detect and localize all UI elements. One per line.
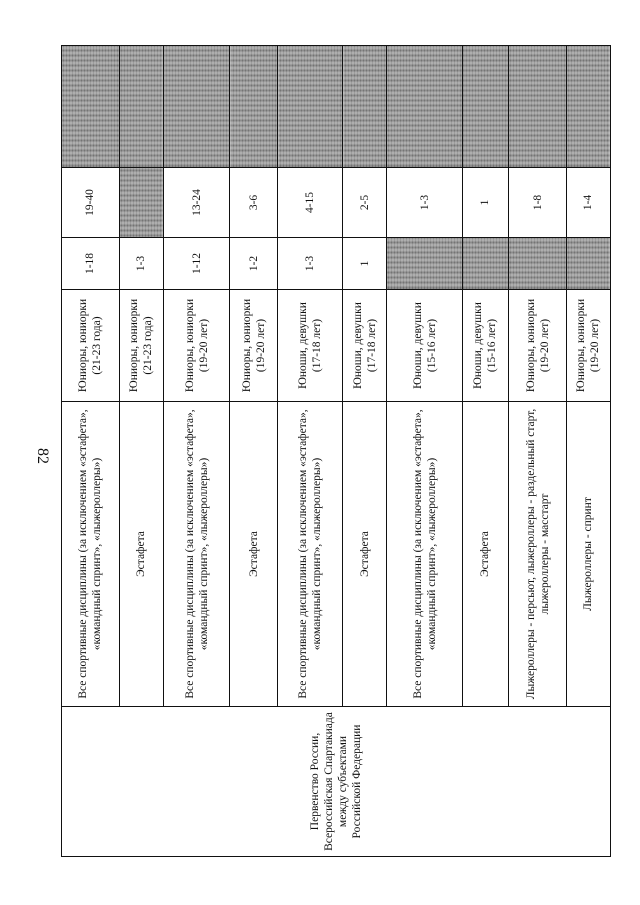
shaded-cell	[163, 46, 230, 168]
table-row	[62, 46, 120, 857]
places-range-b-cell: 1-4	[566, 168, 610, 238]
shaded-cell	[462, 46, 508, 168]
discipline-cell: Лыжероллеры - персьют, лыжероллеры - раздельный старт, лыжероллеры - масстарт	[509, 402, 567, 707]
age-group-cell: Юноши, девушки (17-18 лет)	[343, 290, 387, 402]
discipline-cell: Эстафета	[230, 402, 278, 707]
places-range-a-cell: 1-18	[62, 238, 120, 290]
discipline-cell: Эстафета	[343, 402, 387, 707]
age-group-cell: Юниоры, юниорки (21-23 года)	[62, 290, 120, 402]
shaded-cell	[387, 46, 462, 168]
discipline-cell: Все спортивные дисциплины (за исключением «эстафета», «командный спринт», «лыжероллеры»)	[278, 402, 343, 707]
places-range-a-cell	[509, 238, 567, 290]
places-range-b-cell	[119, 168, 163, 238]
places-range-b-cell: 1-3	[387, 168, 462, 238]
age-group-cell: Юниоры, юниорки (19-20 лет)	[566, 290, 610, 402]
places-range-a-cell: 1-3	[278, 238, 343, 290]
discipline-cell: Эстафета	[462, 402, 508, 707]
age-group-cell: Юноши, девушки (17-18 лет)	[278, 290, 343, 402]
shaded-cell	[343, 46, 387, 168]
age-group-cell: Юноши, девушки (15-16 лет)	[462, 290, 508, 402]
places-range-a-cell	[462, 238, 508, 290]
places-range-a-cell: 1-3	[119, 238, 163, 290]
places-range-b-cell: 3-6	[230, 168, 278, 238]
discipline-cell: Все спортивные дисциплины (за исключением «эстафета», «командный спринт», «лыжероллеры»)	[62, 402, 120, 707]
places-range-a-cell: 1	[343, 238, 387, 290]
page-number: 82	[34, 448, 51, 464]
places-range-b-cell: 19-40	[62, 168, 120, 238]
discipline-cell: Эстафета	[119, 402, 163, 707]
discipline-cell: Все спортивные дисциплины (за исключением «эстафета», «командный спринт», «лыжероллеры»)	[387, 402, 462, 707]
sports-category-table	[61, 45, 611, 857]
shaded-cell	[230, 46, 278, 168]
shaded-cell	[119, 46, 163, 168]
places-range-b-cell: 2-5	[343, 168, 387, 238]
rotated-table-wrapper	[61, 46, 611, 857]
age-group-cell: Юниоры, юниорки (21-23 года)	[119, 290, 163, 402]
places-range-a-cell	[387, 238, 462, 290]
shaded-cell	[509, 46, 567, 168]
event-cell: Первенство России, Всероссийская Спартакиада между субъектами Российской Федерации	[62, 707, 611, 857]
shaded-cell	[566, 46, 610, 168]
discipline-cell: Все спортивные дисциплины (за исключением «эстафета», «командный спринт», «лыжероллеры»)	[163, 402, 230, 707]
places-range-b-cell: 4-15	[278, 168, 343, 238]
discipline-cell: Лыжероллеры - спринт	[566, 402, 610, 707]
age-group-cell: Юниоры, юниорки (19-20 лет)	[509, 290, 567, 402]
places-range-b-cell: 1-8	[509, 168, 567, 238]
age-group-cell: Юноши, девушки (15-16 лет)	[387, 290, 462, 402]
places-range-b-cell: 1	[462, 168, 508, 238]
age-group-cell: Юниоры, юниорки (19-20 лет)	[163, 290, 230, 402]
places-range-a-cell	[566, 238, 610, 290]
shaded-cell	[62, 46, 120, 168]
shaded-cell	[278, 46, 343, 168]
places-range-a-cell: 1-2	[230, 238, 278, 290]
places-range-b-cell: 13-24	[163, 168, 230, 238]
places-range-a-cell: 1-12	[163, 238, 230, 290]
age-group-cell: Юниоры, юниорки (19-20 лет)	[230, 290, 278, 402]
